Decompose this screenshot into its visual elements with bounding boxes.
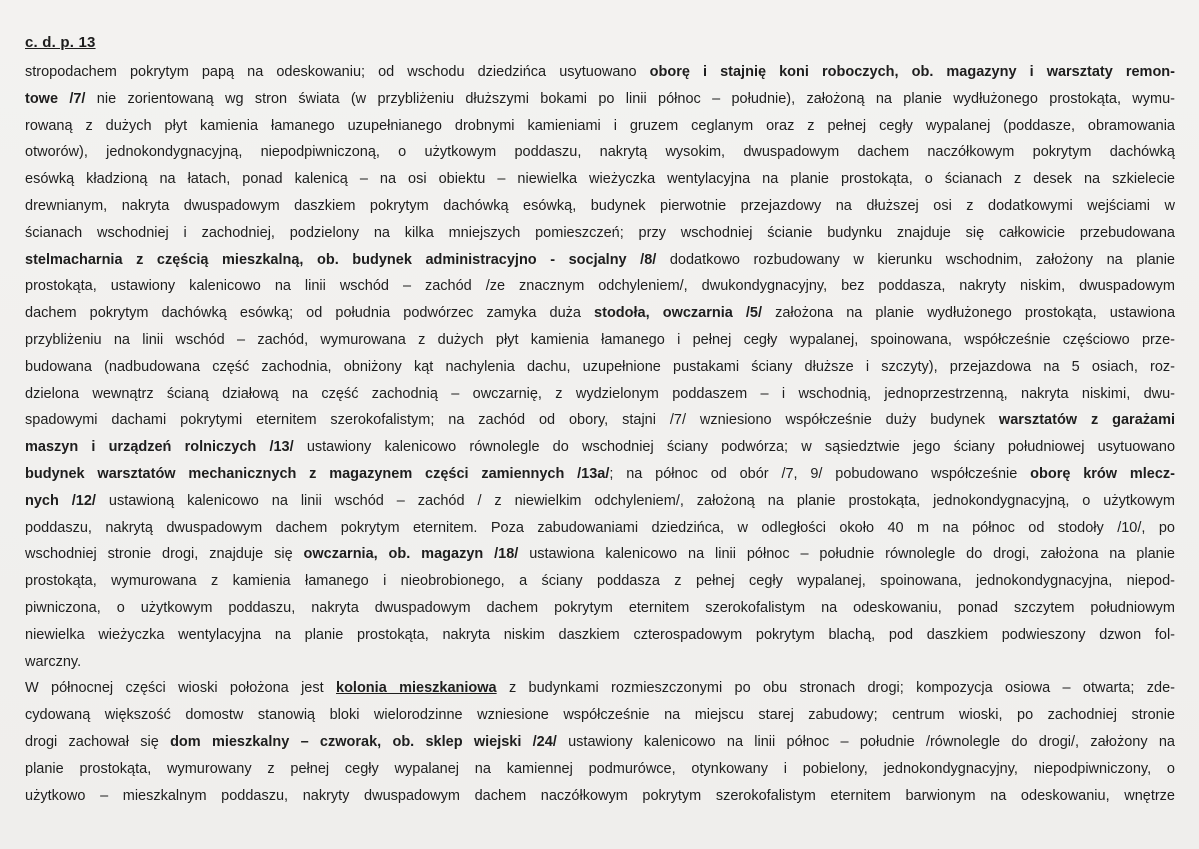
- text-line: [25, 407, 1175, 434]
- text-line: [25, 515, 1175, 542]
- text-span: wschodniej stronie drogi, znajduje się: [25, 546, 304, 563]
- text-span: piwniczona, o użytkowym poddaszu, nakryta dwuspadowym dachem pokrytym eternitem szerokofalistym na odeskowaniu, ponad szczytem południowym: [25, 599, 1175, 616]
- text-line: [25, 193, 1175, 220]
- bold-text-span: maszyn i urządzeń rolniczych /13/: [25, 439, 294, 456]
- bold-text-span: stodoła, owczarnia /5/: [594, 305, 763, 322]
- text-line: [25, 434, 1175, 461]
- text-line: [25, 783, 1175, 810]
- text-span: poddaszu, nakrytą dwuspadowym dachem pokrytym eternitem. Poza zabudowaniami dziedzińca, w odległości około 40 m na północ od stodoły /10/, po: [25, 519, 1175, 536]
- text-span: ustawiona kalenicowo na linii północ – południe równolegle do drogi, założona na planie: [518, 546, 1175, 563]
- text-span: nie zorientowaną wg stron świata (w przybliżeniu dłuższymi bokami po linii północ – południe), założoną na planie wydłużonego prostokąta, wymu-: [85, 90, 1175, 107]
- text-line: [25, 702, 1175, 729]
- text-line: [25, 756, 1175, 783]
- text-line: [25, 622, 1175, 649]
- text-line: [25, 461, 1175, 488]
- text-span: planie prostokąta, wymurowany z pełnej cegły wypalanej na kamiennej podmurówce, otynkowany i pobielony, jednokondygnacyjny, niepodpiwniczony, o: [25, 760, 1175, 777]
- text-span: prostokąta, ustawiony kalenicowo na linii wschód – zachód /ze znacznym odchyleniem/, dwukondygnacyjny, bez poddasza, nakryty niskim, dwuspadowym: [25, 278, 1175, 295]
- text-line: [25, 220, 1175, 247]
- text-line: [25, 273, 1175, 300]
- text-span: dzielona wewnątrz ścianą działową na część zachodnią – owczarnię, z wydzielonym poddaszem – i wschodnią, jednoprzestrzenną, nakryta niskimi, dwu-: [25, 385, 1175, 402]
- text-span: W północnej części wioski położona jest: [25, 680, 336, 697]
- text-line: [25, 649, 1175, 676]
- text-span: ustawiony kalenicowo równolegle do wschodniej ściany podwórza; w sąsiedztwie jego ściany południowej usytuowano: [293, 439, 1176, 456]
- text-span: dachem pokrytym dachówką esówką; od południa podwórzec zamyka duża: [25, 305, 595, 322]
- text-span: esówką kładzioną na łatach, ponad kalenicą – na osi obiektu – niewielka wieżyczka wentylacyjna na planie prostokąta, o ścianach z desek na szkielecie: [25, 171, 1175, 188]
- text-line: [25, 595, 1175, 622]
- text-line: [25, 166, 1175, 193]
- text-span: warczny.: [25, 653, 82, 670]
- text-span: użytkowo – mieszkalnym poddaszu, nakryty dwuspadowym dachem naczółkowym pokrytym szerokofalistym eternitem barwionym na odeskowaniu, wnętrze: [25, 787, 1175, 804]
- text-span: założona na planie wydłużonego prostokąta, ustawiona: [762, 305, 1176, 322]
- bold-text-span: warsztatów z garażami: [998, 412, 1175, 429]
- text-span: stropodachem pokrytym papą na odeskowaniu; od wschodu dziedzińca usytuowano: [25, 64, 650, 80]
- bold-text-span: oborę krów mlecz-: [1030, 465, 1175, 482]
- text-line: [25, 541, 1175, 568]
- bold-text-span: budynek warsztatów mechanicznych z magazynem części zamiennych /13a/: [25, 465, 610, 482]
- text-line: [25, 729, 1175, 756]
- text-line: [25, 113, 1175, 140]
- text-span: prostokąta, wymurowana z kamienia łamanego i nieobrobionego, a ściany poddasza z pełnej cegły wypalanej, spoinowana, jednokondygnacyjna, niepod-: [25, 573, 1175, 590]
- text-span: cydowaną większość domostw stanowią bloki wielorodzinne wzniesione współcześnie na miejscu starej zabudowy; centrum wioski, po zachodniej stronie: [25, 707, 1175, 724]
- text-line: [25, 86, 1175, 113]
- text-span: z budynkami rozmieszczonymi po obu stronach drogi; kompozycja osiowa – otwarta; zde-: [496, 680, 1176, 697]
- text-line: [25, 381, 1175, 408]
- text-span: niewielka wieżyczka wentylacyjna na planie prostokąta, nakryta niskim daszkiem czterospadowym pokrytym blachą, pod daszkiem podwieszony dzwon fol-: [25, 626, 1175, 643]
- text-span: drewnianym, nakryta dwuspadowym daszkiem pokrytym dachówką esówką, budynek pierwotnie przejazdowy na dłuższej osi z dodatkowymi wejściami w: [25, 197, 1175, 214]
- text-span: spadowymi dachami pokrytymi eternitem szerokofalistym; na zachód od obory, stajni /7/ wzniesiono współcześnie duży budynek: [25, 412, 999, 429]
- text-line: [25, 59, 1175, 86]
- text-line: [25, 354, 1175, 381]
- text-span: ścianach wschodniej i zachodniej, podzielony na kilka mniejszych pomieszczeń; przy wschodniej ścianie budynku znajduje się całkowicie przebudowana: [25, 224, 1175, 241]
- bold-text-span: towe /7/: [25, 90, 86, 107]
- text-span: rowaną z dużych płyt kamienia łamanego uzupełnianego drobnymi kamieniami i gruzem ceglanym oraz z pełnej cegły wypalanej (poddasze, obramowania: [25, 117, 1175, 134]
- text-line: [25, 327, 1175, 354]
- text-line: [25, 247, 1175, 274]
- bold-text-span: oborę i stajnię koni roboczych, ob. magazyny i warsztaty remon-: [649, 64, 1175, 80]
- text-line: [25, 675, 1175, 702]
- text-span: otworów), jednokondygnacyjną, niepodpiwniczoną, o użytkowym poddaszu, nakrytą wysokim, dwuspadowym dachem naczółkowym pokrytym dachówką: [25, 144, 1175, 161]
- text-span: budowana (nadbudowana część zachodnia, obniżony kąt nachylenia dachu, uzupełnione pustakami ściany dłuższe i szczyty), przejazdowa na 5 osiach, roz-: [25, 358, 1175, 375]
- text-line: [25, 568, 1175, 595]
- text-line: [25, 139, 1175, 166]
- text-line: [25, 488, 1175, 515]
- document-body-text: [25, 59, 1175, 809]
- bold-text-span: owczarnia, ob. magazyn /18/: [303, 546, 519, 563]
- text-span: ustawiony kalenicowo na linii północ – południe /równolegle do drogi/, założony na: [556, 733, 1175, 750]
- text-span: ; na północ od obór /7, 9/ pobudowano współcześnie: [609, 465, 1031, 482]
- text-line: [25, 300, 1175, 327]
- bold-text-span: dom mieszkalny – czworak, ob. sklep wiejski /24/: [170, 733, 557, 750]
- text-span: dodatkowo rozbudowany w kierunku wschodnim, założony na planie: [656, 251, 1175, 268]
- bold-text-span: nych /12/: [25, 492, 96, 509]
- bold-text-span: stelmacharnia z częścią mieszkalną, ob. budynek administracyjno - socjalny /8/: [25, 251, 657, 268]
- page-header: c. d. p. 13: [25, 34, 96, 51]
- bold-text-span: kolonia mieszkaniowa: [336, 680, 497, 697]
- text-span: przybliżeniu na linii wschód – zachód, wymurowana z dużych płyt kamienia łamanego i pełnej cegły wypalanej, spoinowana, współcześnie częściowo prze-: [25, 331, 1175, 348]
- text-span: drogi zachował się: [25, 733, 171, 750]
- text-span: ustawioną kalenicowo na linii wschód – zachód / z niewielkim odchyleniem/, założoną na planie prostokąta, jednokondygnacyjną, o użytkowym: [95, 492, 1175, 509]
